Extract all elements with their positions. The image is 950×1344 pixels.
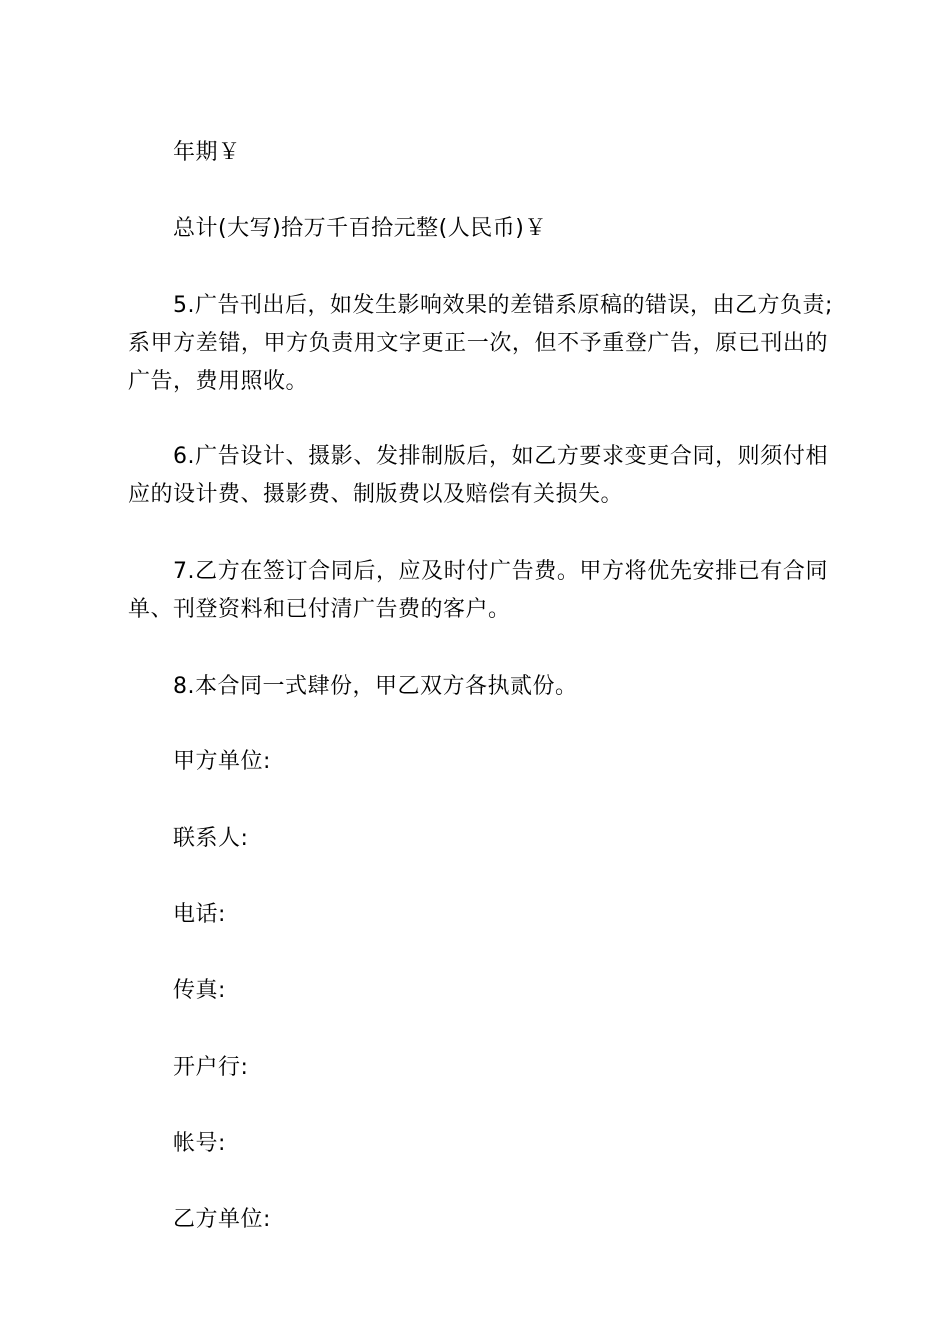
- account-label: 帐号:: [173, 1131, 226, 1156]
- total-text: 总计(大写)拾万千百拾元整(人民币)￥: [173, 216, 547, 241]
- clause-8: [128, 668, 873, 706]
- fax-field: [128, 972, 873, 1010]
- clause-5: [128, 287, 833, 401]
- party-b-unit-label: 乙方单位:: [173, 1207, 271, 1232]
- phone-label: 电话:: [173, 902, 226, 927]
- bank-field: [128, 1049, 873, 1087]
- clause-6-line-2: 应的设计费、摄影费、制版费以及赔偿有关损失。: [128, 482, 624, 507]
- period-line: [128, 134, 873, 172]
- clause-5-line-1: 5.广告刊出后，如发生影响效果的差错系原稿的错误，由乙方负责;: [173, 293, 833, 318]
- account-field: [128, 1125, 873, 1163]
- clause-5-line-2: 系甲方差错，甲方负责用文字更正一次，但不予重登广告，原已刊出的: [128, 331, 828, 356]
- clause-6-line-1: 6.广告设计、摄影、发排制版后，如乙方要求变更合同，则须付相: [173, 444, 828, 469]
- clause-5-line-3: 广告，费用照收。: [128, 369, 309, 394]
- clause-7-line-1: 7.乙方在签订合同后，应及时付广告费。甲方将优先安排已有合同: [173, 559, 828, 584]
- party-b-unit-field: [128, 1201, 873, 1239]
- party-a-unit-label: 甲方单位:: [173, 749, 271, 774]
- clause-6: [128, 438, 828, 514]
- period-text: 年期￥: [173, 140, 241, 165]
- contact-label: 联系人:: [173, 826, 249, 851]
- bank-label: 开户行:: [173, 1055, 249, 1080]
- phone-field: [128, 896, 873, 934]
- clause-8-text: 8.本合同一式肆份，甲乙双方各执贰份。: [173, 674, 578, 699]
- total-line: [128, 210, 873, 248]
- clause-7: [128, 553, 828, 629]
- party-a-unit-field: [128, 743, 873, 781]
- contact-field: [128, 820, 873, 858]
- fax-label: 传真:: [173, 978, 226, 1003]
- clause-7-line-2: 单、刊登资料和已付清广告费的客户。: [128, 597, 511, 622]
